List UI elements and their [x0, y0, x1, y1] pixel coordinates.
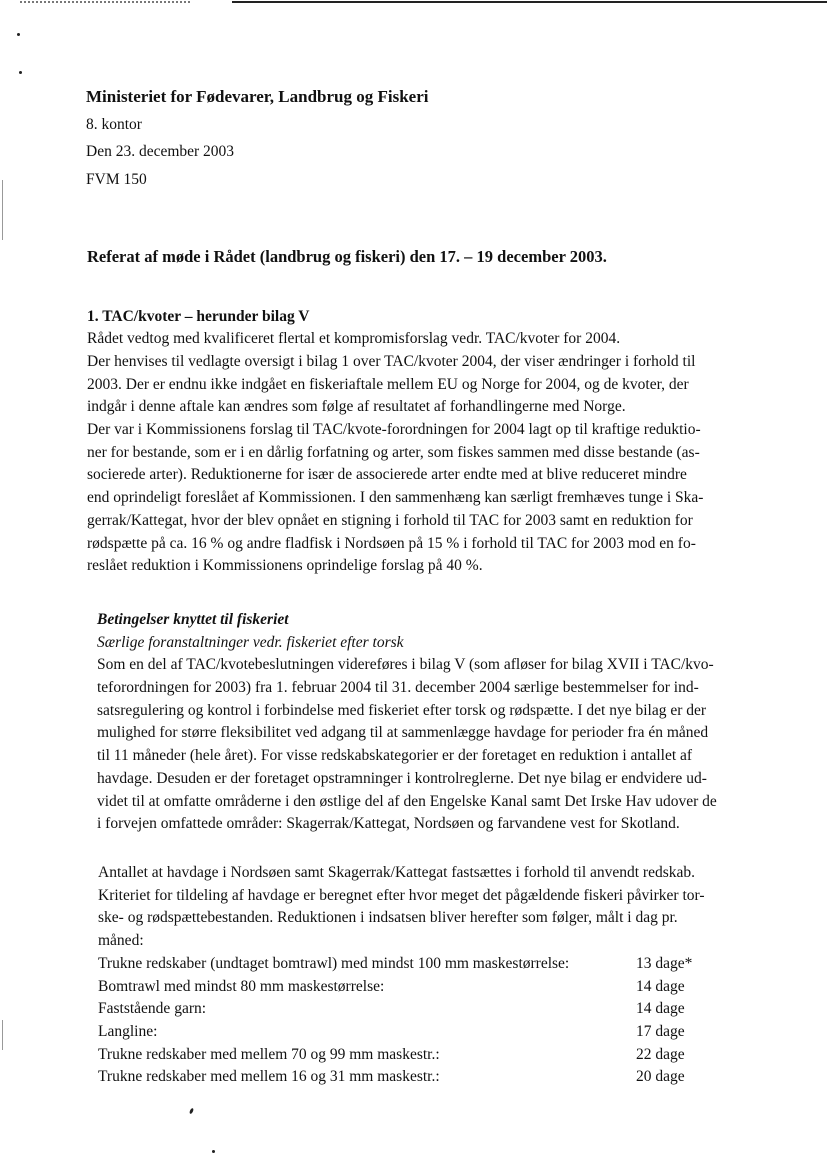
- document-title: Referat af møde i Rådet (landbrug og fiskeri) den 17. – 19 december 2003.: [87, 246, 607, 266]
- text-line: Som en del af TAC/kvotebeslutningen videreføres i bilag V (som afløser for bilag XVII i TAC/kvo-: [97, 656, 714, 674]
- days-value: 20 dage: [636, 1068, 685, 1086]
- ministry-heading: Ministeriet for Fødevarer, Landbrug og Fiskeri: [86, 87, 429, 106]
- table-row: [98, 976, 746, 999]
- section-heading: 1. TAC/kvoter – herunder bilag V: [87, 307, 310, 325]
- gear-label: Trukne redskaber med mellem 70 og 99 mm maskestr.:: [98, 1045, 440, 1063]
- text-line: rødspætte på ca. 16 % og andre fladfisk i Nordsøen på 15 % i forhold til TAC for 2003 mod en fo-: [87, 534, 696, 552]
- text-line: gerrak/Kattegat, hvor der blev opnået en stigning i forhold til TAC for 2003 samt en reduktion for: [87, 511, 693, 529]
- document-page: [86, 86, 746, 1089]
- text-line: indgår i denne aftale kan ændres som følge af resultatet af forhandlingerne med Norge.: [87, 398, 626, 416]
- table-row: [98, 953, 746, 976]
- table-row: [98, 1066, 746, 1089]
- text-line: satsregulering og kontrol i forbindelse med fiskeriet efter torsk og rødspætte. I det nye bilag er der: [97, 701, 707, 719]
- text-line: måned:: [98, 932, 144, 950]
- text-line: Kriteriet for tildeling af havdage er beregnet efter hvor meget det pågældende fiskeri påvirker tor-: [98, 886, 705, 904]
- days-value: 17 dage: [636, 1022, 685, 1040]
- scan-margin-mark: [2, 180, 3, 240]
- days-value: 14 dage: [636, 977, 685, 995]
- gear-label: Faststående garn:: [98, 1000, 207, 1018]
- text-line: til 11 måneder (hele året). For visse redskabskategorier er der foretaget en reduktion i antallet af: [97, 747, 693, 765]
- text-line: Antallet at havdage i Nordsøen samt Skagerrak/Kattegat fastsættes i forhold til anvendt redskab.: [98, 863, 696, 881]
- text-line: i forvejen omfattede områder: Skagerrak/Kattegat, Nordsøen og farvandene vest for Skotland.: [97, 815, 680, 833]
- subsection-heading: Betingelser knyttet til fiskeriet: [97, 610, 289, 628]
- scan-dots: [20, 1, 190, 5]
- table-row: [98, 1044, 746, 1067]
- sea-days-table: [98, 953, 746, 1089]
- days-value: 14 dage: [636, 1000, 685, 1018]
- section-2-text: [97, 654, 746, 836]
- text-line: reslået reduktion i Kommissionens oprindelige forslag på 40 %.: [87, 557, 483, 575]
- text-line: end oprindeligt foreslået af Kommissionen. I den sammenhæng kan særligt fremhæves tunge i Ska-: [87, 489, 704, 507]
- text-line: Der henvises til vedlagte oversigt i bilag 1 over TAC/kvoter 2004, der viser ændringer i forhold til: [87, 352, 696, 370]
- text-line: teforordningen for 2003) fra 1. februar 2004 til 31. december 2004 særlige bestemmelser for ind-: [97, 679, 699, 697]
- text-line: 2003. Der er endnu ikke indgået en fiskeriaftale mellem EU og Norge for 2004, og de kvoter, der: [87, 375, 689, 393]
- date-line: Den 23. december 2003: [86, 143, 235, 161]
- scan-margin-mark: [2, 1020, 3, 1050]
- gear-label: Langline:: [98, 1022, 158, 1040]
- text-line: havdage. Desuden er der foretaget opstramninger i kontrolreglerne. Det nye bilag er endvidere ud-: [97, 769, 707, 787]
- office-line: 8. kontor: [86, 115, 142, 133]
- days-value: 13 dage*: [636, 954, 693, 972]
- text-line: Rådet vedtog med kvalificeret flertal et kompromisforslag vedr. TAC/kvoter for 2004.: [87, 330, 621, 348]
- gear-label: Trukne redskaber med mellem 16 og 31 mm maskestr.:: [98, 1068, 440, 1086]
- reference-line: FVM 150: [86, 171, 147, 189]
- section-2-text-cont: [98, 862, 746, 953]
- text-line: ske- og rødspættebestanden. Reduktionen i indsatsen bliver herefter som følger, målt i dag pr.: [98, 909, 678, 927]
- gear-label: Bomtrawl med mindst 80 mm maskestørrelse:: [98, 977, 385, 995]
- table-row: [98, 1021, 746, 1044]
- text-line: socierede arter). Reduktionerne for især de associerede arter endte med at blive reduceret mindre: [87, 466, 687, 484]
- scan-speck: [189, 1108, 194, 1115]
- text-line: ner for bestande, som er i en dårlig forfatning og arter, som fiskes sammen med disse bestande (as-: [87, 443, 700, 461]
- text-line: videt til at omfatte områderne i den østlige del af den Engelske Kanal samt Det Irske Hav udover de: [97, 792, 717, 810]
- subsection-subheading: Særlige foranstaltninger vedr. fiskeriet efter torsk: [97, 633, 404, 651]
- gear-label: Trukne redskaber (undtaget bomtrawl) med mindst 100 mm maskestørrelse:: [98, 954, 570, 972]
- section-1-text: [87, 328, 746, 578]
- scan-speck: [212, 1150, 215, 1153]
- table-row: [98, 998, 746, 1021]
- scan-speck: [17, 33, 20, 36]
- scan-line: [232, 1, 827, 3]
- text-line: Der var i Kommissionens forslag til TAC/kvote-forordningen for 2004 lagt op til kraftige reduktio-: [87, 421, 701, 439]
- scan-speck: [19, 71, 22, 74]
- scan-border-top: [0, 0, 827, 6]
- text-line: mulighed for større fleksibilitet ved adgang til at sammenlægge havdage for perioder fra én måned: [97, 724, 709, 742]
- days-value: 22 dage: [636, 1045, 685, 1063]
